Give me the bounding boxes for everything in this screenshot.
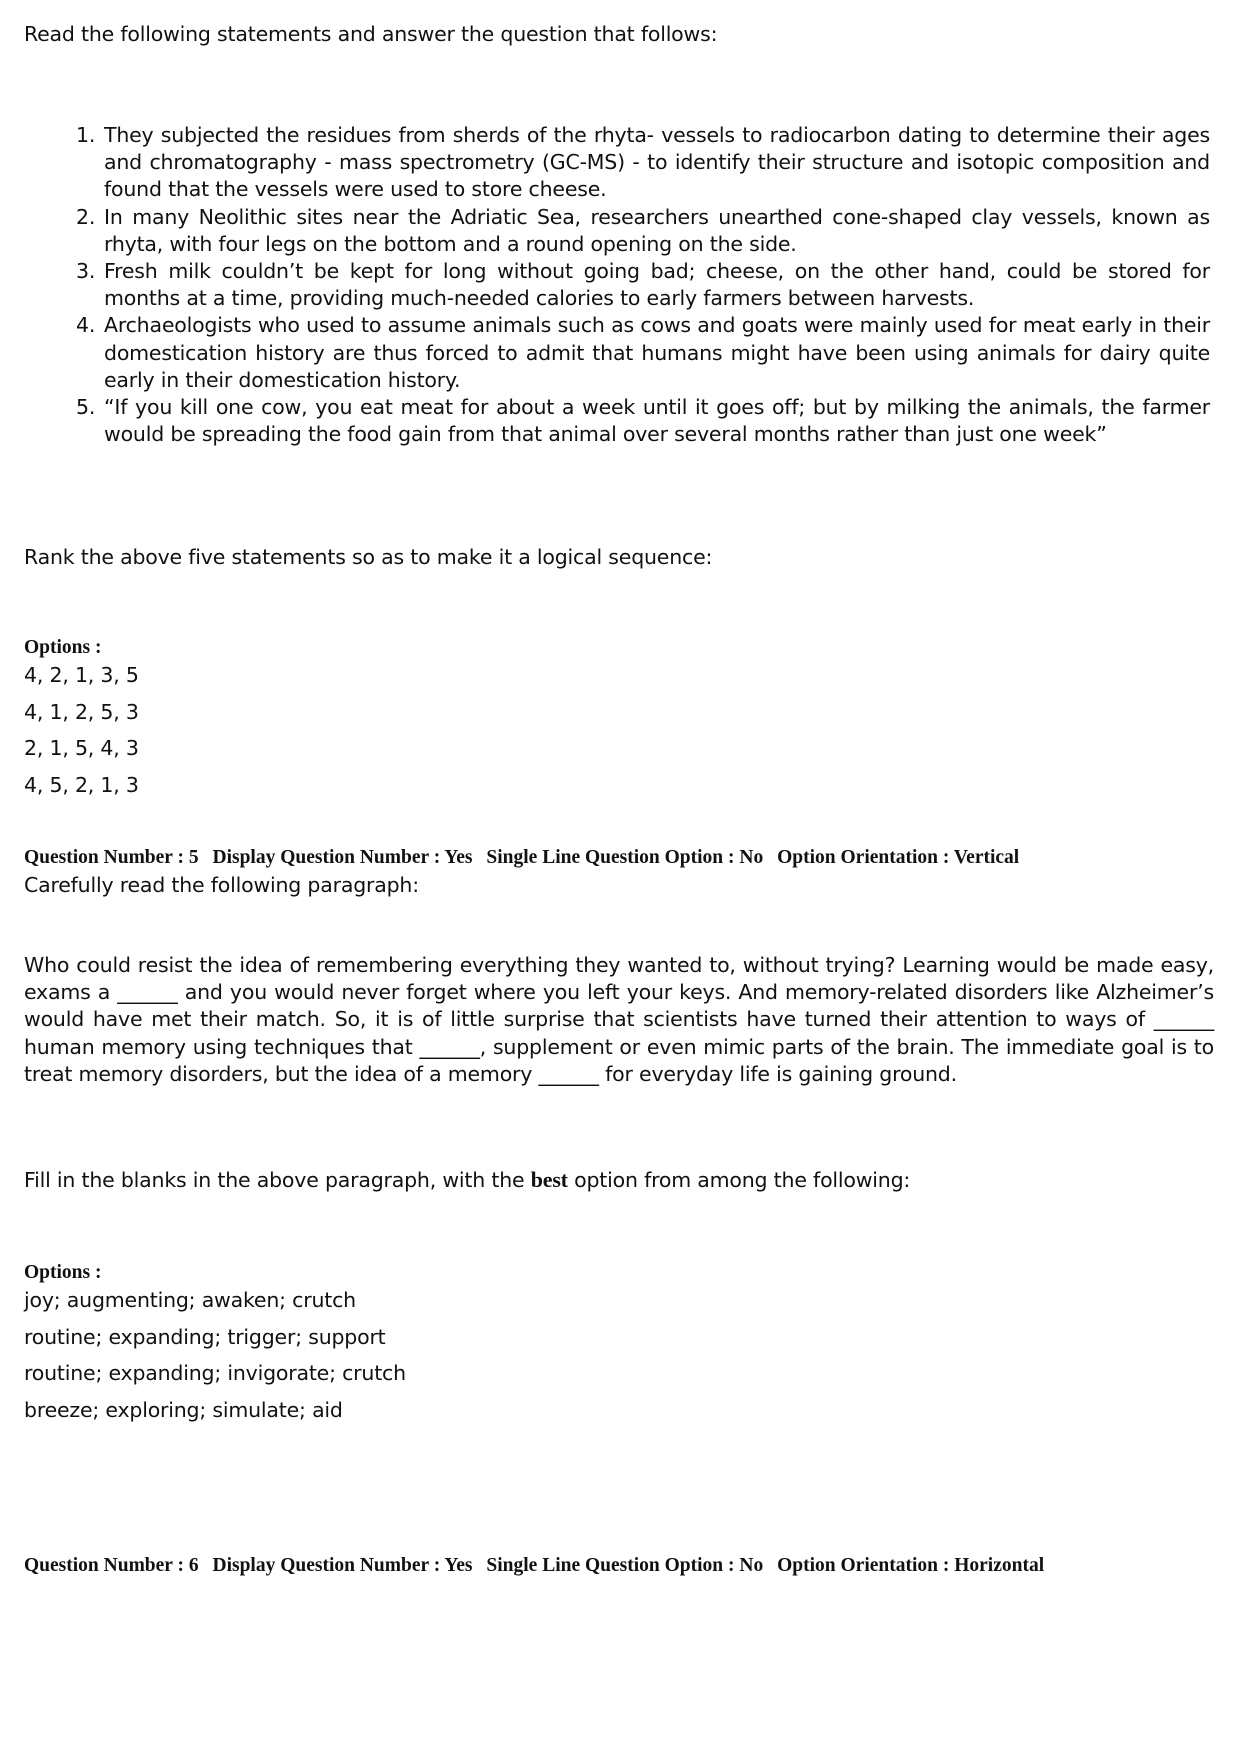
q4-options-label: Options :	[24, 637, 102, 658]
q5-paragraph: Who could resist the idea of remembering everything they wanted to, without trying? Learning would be made easy, exams a ______ and you would never forget where you left your keys. And memory-related disorders like Alzheimer’s would have met their match. So, it is of little surprise that scientists have turned their attention to ways of ______ human memory using techniques that ______, supplement or even mimic parts of the brain. The immediate goal is to treat memory disorders, but the idea of a memory ______ for everyday life is gaining ground.	[24, 953, 1214, 1086]
statement-item	[70, 258, 1210, 312]
statement-text: In many Neolithic sites near the Adriatic Sea, researchers unearthed cone-shaped clay vessels, known as rhyta, with four legs on the bottom and a round opening on the side.	[104, 204, 1210, 256]
statement-number: 1.	[76, 123, 96, 147]
option-orientation: Option Orientation : Horizontal	[777, 1555, 1045, 1576]
statement-number: 5.	[76, 395, 96, 420]
statement-number: 3.	[76, 259, 96, 284]
statement-text: “If you kill one cow, you eat meat for about a week until it goes off; but by milking the animals, the farmer would be spreading the food gain from that animal over several months rather than just one week”	[104, 395, 1210, 447]
display-question-number: Display Question Number : Yes	[212, 847, 473, 868]
q4-statement-list	[70, 122, 1210, 448]
q4-options-list	[24, 662, 824, 808]
statement-text: Fresh milk couldn’t be kept for long without going bad; cheese, on the other hand, could be stored for months at a time, providing much-needed calories to early farmers between harvests.	[104, 259, 1210, 311]
option-item[interactable]: 4, 2, 1, 3, 5	[24, 663, 139, 687]
q4-prompt: Rank the above five statements so as to make it a logical sequence:	[24, 545, 713, 569]
option-item[interactable]: joy; augmenting; awaken; crutch	[24, 1288, 356, 1312]
statement-item	[70, 122, 1210, 204]
q6-meta-line	[24, 1555, 1214, 1577]
statement-number: 2.	[76, 204, 96, 229]
q5-intro: Carefully read the following paragraph:	[24, 873, 419, 897]
q5-options-list	[24, 1287, 824, 1433]
single-line-question-option: Single Line Question Option : No	[486, 1555, 764, 1576]
statement-text: They subjected the residues from sherds of the rhyta- vessels to radiocarbon dating to determine their ages and chromatography - mass spectrometry (GC-MS) - to identify their structure and isotopic composition and found that the vessels were used to store cheese.	[104, 123, 1210, 202]
statement-text: Archaeologists who used to assume animals such as cows and goats were mainly used for meat early in their domestication history are thus forced to admit that humans might have been using animals for dairy quite early in their domestication history.	[104, 313, 1210, 392]
question-number: Question Number : 5	[24, 847, 199, 868]
question-number: Question Number : 6	[24, 1555, 199, 1576]
option-item[interactable]: 4, 1, 2, 5, 3	[24, 699, 139, 724]
prompt-text: option from among the following:	[567, 1168, 911, 1192]
option-orientation: Option Orientation : Vertical	[777, 847, 1020, 868]
q5-options-label: Options :	[24, 1262, 102, 1283]
single-line-question-option: Single Line Question Option : No	[486, 847, 764, 868]
statement-item	[70, 394, 1210, 448]
option-item[interactable]: routine; expanding; trigger; support	[24, 1324, 386, 1349]
statement-item	[70, 204, 1210, 258]
prompt-text: Fill in the blanks in the above paragraph, with the	[24, 1168, 531, 1192]
option-item[interactable]: routine; expanding; invigorate; crutch	[24, 1361, 406, 1385]
q5-meta-line	[24, 847, 1214, 869]
option-item[interactable]: breeze; exploring; simulate; aid	[24, 1397, 343, 1422]
display-question-number: Display Question Number : Yes	[212, 1555, 473, 1576]
q4-intro: Read the following statements and answer the question that follows:	[24, 22, 718, 46]
prompt-emphasis: best	[530, 1167, 568, 1192]
option-item[interactable]: 4, 5, 2, 1, 3	[24, 772, 139, 797]
statement-number: 4.	[76, 313, 96, 338]
statement-item	[70, 312, 1210, 394]
option-item[interactable]: 2, 1, 5, 4, 3	[24, 736, 139, 760]
q5-prompt	[24, 1167, 1214, 1193]
